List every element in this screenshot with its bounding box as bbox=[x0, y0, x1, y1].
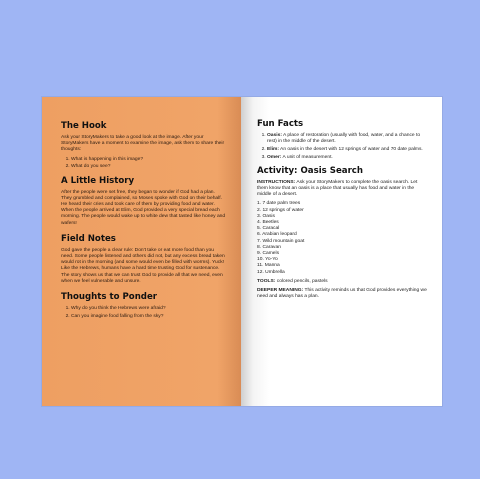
search-item: 9. Camels bbox=[257, 251, 280, 257]
ponder-question: 2. Can you imagine food falling from the sky? bbox=[71, 314, 226, 320]
fact-item bbox=[267, 155, 429, 161]
left-page bbox=[42, 97, 241, 406]
tools-text: colored pencils, pastels bbox=[275, 278, 328, 284]
history-heading: A Little History bbox=[61, 175, 135, 186]
book-spread bbox=[42, 97, 442, 406]
right-page-content bbox=[257, 119, 429, 303]
ponder-questions bbox=[61, 306, 226, 320]
activity-heading: Activity: Oasis Search bbox=[257, 165, 364, 176]
instructions-text: Ask your StoryMakers to complete the oasis search. Let them know that an oasis is a place that usually has food and water in the middle of a desert. bbox=[257, 179, 418, 198]
left-page-content bbox=[61, 121, 226, 325]
fact-term: Oasis: bbox=[267, 133, 282, 138]
search-item: 10. Yo-Yo bbox=[257, 257, 278, 263]
hook-heading: The Hook bbox=[61, 121, 107, 131]
hook-question: 1. What is happening in this image? bbox=[71, 157, 226, 163]
fact-term: Elim: bbox=[267, 146, 279, 152]
oasis-search-list bbox=[257, 201, 429, 275]
hook-questions bbox=[61, 157, 226, 171]
deeper-meaning bbox=[257, 288, 429, 300]
fun-facts-list bbox=[257, 133, 429, 161]
fact-item bbox=[267, 147, 429, 153]
search-item: 3. Oasis bbox=[257, 213, 275, 219]
fact-definition: A unit of measurement. bbox=[281, 154, 333, 160]
field-notes-heading: Field Notes bbox=[61, 233, 116, 244]
field-notes-body: God gave the people a clear rule: Don't take or eat more food than you need. Some people listened and others did not, but any excess bread taken would rot in the morning (and some would even be filled with worms). Yuck! Like the Hebrews, humans have a hard time trusting God for sustenance. The story shows us that we can trust God to provide all that we need, even when we feel vulnerable and unsure. bbox=[61, 247, 225, 284]
search-item: 1. 7 date palm trees bbox=[257, 201, 301, 207]
search-item: 5. Caracal bbox=[257, 226, 280, 232]
search-item: 2. 12 springs of water bbox=[257, 207, 304, 213]
search-item: 12. Umbrella bbox=[257, 269, 285, 275]
hook-question: 2. What do you see? bbox=[71, 164, 226, 170]
search-item: 11. Manna bbox=[257, 263, 280, 269]
activity-tools bbox=[257, 279, 429, 285]
fun-facts-heading: Fun Facts bbox=[257, 119, 304, 129]
search-item: 8. Caravan bbox=[257, 244, 281, 250]
deeper-meaning-label: DEEPER MEANING: bbox=[257, 288, 304, 294]
fact-term: Omer: bbox=[267, 154, 282, 160]
history-body: After the people were set free, they began to wonder if God had a plan. They grumbled and complained, so Moses spoke with God on their behalf. He heard their cries and took care of them by providing food and water. When the people arrived at Elim, God provided a very special bread each morning. The people would wake up to white dew that tasted like honey and wafers! bbox=[61, 189, 226, 226]
tools-label: TOOLS: bbox=[257, 278, 276, 284]
ponder-question: 1. Why do you think the Hebrews were afraid? bbox=[71, 306, 226, 312]
fact-item bbox=[267, 133, 429, 145]
hook-body: Ask your StoryMakers to take a good look at the image. After your StoryMakers have a moment to examine the image, ask them to share their thoughts: bbox=[61, 135, 225, 153]
search-item: 4. Beetles bbox=[257, 220, 279, 226]
ponder-heading: Thoughts to Ponder bbox=[61, 291, 158, 302]
activity-instructions bbox=[257, 180, 429, 199]
fact-definition: A place of restoration (usually with food, water, and a chance to rest) in the middle of the desert. bbox=[267, 133, 421, 145]
instructions-label: INSTRUCTIONS: bbox=[257, 179, 296, 185]
search-item: 6. Arabian leopard bbox=[257, 232, 297, 238]
search-item: 7. Wild mountain goat bbox=[257, 238, 305, 244]
fact-definition: An oasis in the desert with 12 springs of water and 70 date palms. bbox=[278, 146, 423, 152]
right-page bbox=[241, 97, 442, 406]
deeper-meaning-text: This activity reminds us that God provides everything we need and always has a plan. bbox=[257, 288, 427, 300]
